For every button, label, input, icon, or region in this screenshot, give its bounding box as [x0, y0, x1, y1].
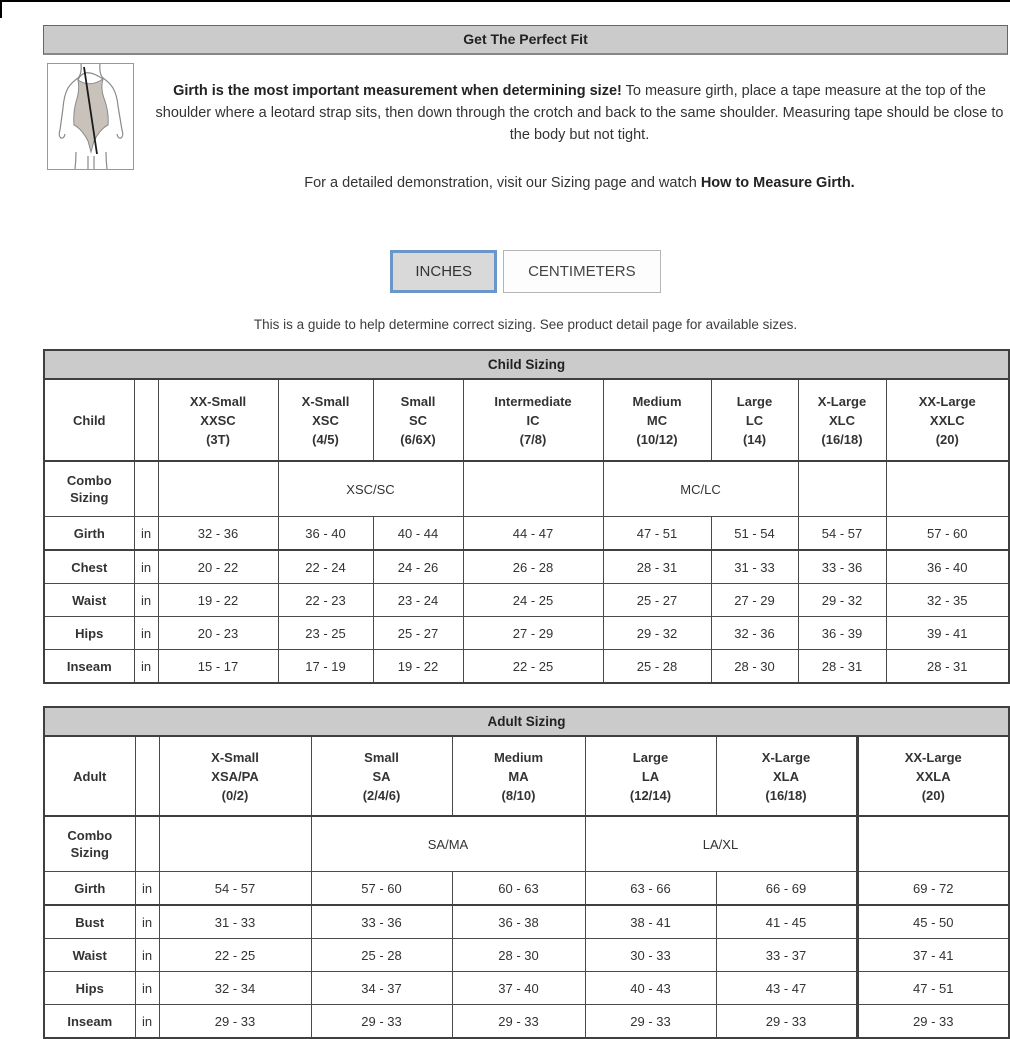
size-value: 34 - 37: [311, 972, 452, 1005]
empty-cell: [798, 461, 886, 517]
adult-row-header: Adult: [44, 736, 135, 816]
unit-cell: in: [134, 650, 158, 684]
combo-sizing-label: Combo Sizing: [44, 461, 134, 517]
size-value: 33 - 36: [798, 550, 886, 584]
empty-cell: [134, 461, 158, 517]
combo-sizing-label: Combo Sizing: [44, 816, 135, 872]
size-column-header: X-Small XSC (4/5): [278, 379, 373, 461]
adult-sizing-title: Adult Sizing: [44, 707, 1009, 736]
size-value: 44 - 47: [463, 517, 603, 551]
row-label: Waist: [44, 939, 135, 972]
row-label: Inseam: [44, 650, 134, 684]
row-label: Chest: [44, 550, 134, 584]
guide-note: This is a guide to help determine correct sizing. See product detail page for available sizes.: [253, 317, 798, 332]
size-value: 66 - 69: [716, 872, 857, 906]
size-value: 23 - 24: [373, 584, 463, 617]
size-value: 29 - 33: [585, 1005, 716, 1039]
size-value: 32 - 36: [158, 517, 278, 551]
unit-cell: in: [134, 617, 158, 650]
centimeters-button[interactable]: CENTIMETERS: [503, 250, 661, 293]
size-value: 22 - 24: [278, 550, 373, 584]
size-column-header: Large LA (12/14): [585, 736, 716, 816]
size-column-header: Medium MA (8/10): [452, 736, 585, 816]
size-value: 26 - 28: [463, 550, 603, 584]
size-value: 47 - 51: [857, 972, 1009, 1005]
demo-line: [151, 172, 1008, 194]
window-left-edge: [0, 0, 2, 18]
size-column-header: Intermediate IC (7/8): [463, 379, 603, 461]
girth-instructions-bold: Girth is the most important measurement when determining size!: [173, 82, 622, 99]
page-title-text: Get The Perfect Fit: [463, 31, 588, 47]
size-value: 22 - 23: [278, 584, 373, 617]
size-value: 33 - 36: [311, 905, 452, 939]
child-inseam-row: [44, 650, 1009, 684]
child-row-header: Child: [44, 379, 134, 461]
size-value: 54 - 57: [798, 517, 886, 551]
size-value: 36 - 40: [278, 517, 373, 551]
child-waist-row: [44, 584, 1009, 617]
adult-sizing-title-row: [44, 707, 1009, 736]
size-value: 29 - 33: [716, 1005, 857, 1039]
size-value: 36 - 38: [452, 905, 585, 939]
size-value: 28 - 30: [711, 650, 798, 684]
empty-cell: [857, 816, 1009, 872]
size-value: 29 - 33: [159, 1005, 311, 1039]
child-header-row: [44, 379, 1009, 461]
adult-bust-row: [44, 905, 1009, 939]
unit-cell: in: [135, 939, 159, 972]
size-value: 20 - 22: [158, 550, 278, 584]
row-label: Waist: [44, 584, 134, 617]
size-value: 63 - 66: [585, 872, 716, 906]
size-value: 19 - 22: [158, 584, 278, 617]
size-value: 24 - 25: [463, 584, 603, 617]
size-value: 20 - 23: [158, 617, 278, 650]
size-value: 40 - 44: [373, 517, 463, 551]
size-value: 28 - 30: [452, 939, 585, 972]
adult-hips-row: [44, 972, 1009, 1005]
size-value: 28 - 31: [886, 650, 1009, 684]
size-value: 47 - 51: [603, 517, 711, 551]
row-label: Girth: [44, 517, 134, 551]
empty-cell: [135, 816, 159, 872]
size-value: 69 - 72: [857, 872, 1009, 906]
size-value: 19 - 22: [373, 650, 463, 684]
size-column-header: X-Large XLA (16/18): [716, 736, 857, 816]
row-label: Girth: [44, 872, 135, 906]
size-value: 25 - 27: [603, 584, 711, 617]
demo-line-bold: How to Measure Girth.: [700, 174, 855, 191]
size-value: 51 - 54: [711, 517, 798, 551]
size-column-header: Small SC (6/6X): [373, 379, 463, 461]
size-column-header: X-Small XSA/PA (0/2): [159, 736, 311, 816]
unit-column-header: [135, 736, 159, 816]
window-top-edge: [0, 0, 1010, 2]
empty-cell: [463, 461, 603, 517]
size-value: 37 - 41: [857, 939, 1009, 972]
size-column-header: XX-Large XXLC (20): [886, 379, 1009, 461]
child-hips-row: [44, 617, 1009, 650]
child-sizing-title: Child Sizing: [44, 350, 1009, 379]
inches-button[interactable]: INCHES: [390, 250, 497, 293]
size-column-header: XX-Small XXSC (3T): [158, 379, 278, 461]
size-value: 27 - 29: [711, 584, 798, 617]
unit-column-header: [134, 379, 158, 461]
row-label: Bust: [44, 905, 135, 939]
row-label: Inseam: [44, 1005, 135, 1039]
size-value: 43 - 47: [716, 972, 857, 1005]
combo-value: MC/LC: [603, 461, 798, 517]
size-value: 29 - 32: [603, 617, 711, 650]
unit-cell: in: [134, 517, 158, 551]
unit-cell: in: [134, 584, 158, 617]
size-value: 30 - 33: [585, 939, 716, 972]
demo-line-text: For a detailed demonstration, visit our Sizing page and watch: [304, 174, 701, 191]
size-value: 54 - 57: [159, 872, 311, 906]
size-value: 31 - 33: [159, 905, 311, 939]
row-label: Hips: [44, 617, 134, 650]
size-value: 37 - 40: [452, 972, 585, 1005]
size-column-header: XX-Large XXLA (20): [857, 736, 1009, 816]
girth-instructions-rest: To measure girth, place a tape measure at the top of the shoulder where a leotard strap sits, then down through the crotch and back to the same shoulder. Measuring tape should be close to the body but not tight.: [155, 82, 1004, 143]
size-value: 29 - 33: [311, 1005, 452, 1039]
unit-cell: in: [135, 972, 159, 1005]
size-column-header: X-Large XLC (16/18): [798, 379, 886, 461]
empty-cell: [158, 461, 278, 517]
combo-value: LA/XL: [585, 816, 857, 872]
child-combo-row: [44, 461, 1009, 517]
size-value: 22 - 25: [159, 939, 311, 972]
size-value: 60 - 63: [452, 872, 585, 906]
size-value: 27 - 29: [463, 617, 603, 650]
unit-cell: in: [134, 550, 158, 584]
intro-text: [151, 63, 1008, 194]
intro-section: [43, 63, 1008, 208]
size-value: 41 - 45: [716, 905, 857, 939]
size-value: 36 - 39: [798, 617, 886, 650]
leotard-girth-diagram-icon: [47, 63, 134, 170]
adult-combo-row: [44, 816, 1009, 872]
size-column-header: Large LC (14): [711, 379, 798, 461]
unit-cell: in: [135, 872, 159, 906]
size-value: 57 - 60: [311, 872, 452, 906]
adult-header-row: [44, 736, 1009, 816]
size-value: 23 - 25: [278, 617, 373, 650]
unit-cell: in: [135, 1005, 159, 1039]
size-value: 31 - 33: [711, 550, 798, 584]
size-column-header: Medium MC (10/12): [603, 379, 711, 461]
combo-value: SA/MA: [311, 816, 585, 872]
adult-sizing-table: [43, 706, 1010, 1039]
size-value: 29 - 33: [857, 1005, 1009, 1039]
page-title: [43, 25, 1008, 55]
size-value: 29 - 33: [452, 1005, 585, 1039]
unit-toggle: [43, 250, 1008, 293]
child-chest-row: [44, 550, 1009, 584]
empty-cell: [886, 461, 1009, 517]
unit-cell: in: [135, 905, 159, 939]
size-value: 33 - 37: [716, 939, 857, 972]
size-value: 22 - 25: [463, 650, 603, 684]
size-column-header: Small SA (2/4/6): [311, 736, 452, 816]
size-value: 25 - 28: [311, 939, 452, 972]
child-girth-row: [44, 517, 1009, 551]
size-value: 32 - 35: [886, 584, 1009, 617]
adult-girth-row: [44, 872, 1009, 906]
size-value: 40 - 43: [585, 972, 716, 1005]
size-value: 28 - 31: [798, 650, 886, 684]
size-value: 38 - 41: [585, 905, 716, 939]
size-value: 57 - 60: [886, 517, 1009, 551]
child-sizing-table: [43, 349, 1010, 684]
adult-waist-row: [44, 939, 1009, 972]
child-sizing-title-row: [44, 350, 1009, 379]
row-label: Hips: [44, 972, 135, 1005]
size-value: 17 - 19: [278, 650, 373, 684]
size-value: 24 - 26: [373, 550, 463, 584]
sizing-guide-page: [43, 25, 1008, 1039]
size-value: 32 - 36: [711, 617, 798, 650]
empty-cell: [159, 816, 311, 872]
size-value: 32 - 34: [159, 972, 311, 1005]
size-value: 28 - 31: [603, 550, 711, 584]
size-value: 29 - 32: [798, 584, 886, 617]
size-value: 36 - 40: [886, 550, 1009, 584]
size-value: 45 - 50: [857, 905, 1009, 939]
combo-value: XSC/SC: [278, 461, 463, 517]
size-value: 25 - 27: [373, 617, 463, 650]
size-value: 39 - 41: [886, 617, 1009, 650]
girth-instructions: [151, 80, 1008, 146]
size-value: 25 - 28: [603, 650, 711, 684]
size-value: 15 - 17: [158, 650, 278, 684]
